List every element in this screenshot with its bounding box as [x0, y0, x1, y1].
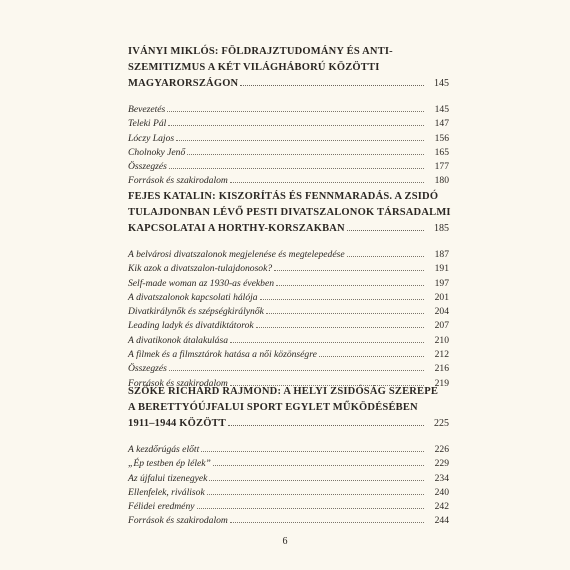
- entry-page-number: 201: [434, 291, 449, 303]
- toc-entry: [128, 278, 449, 292]
- entry-title: Cholnoky Jenő: [128, 146, 186, 158]
- dot-leader: [197, 507, 424, 509]
- entry-title: Összegzés: [128, 161, 167, 173]
- entry-page-number: 212: [434, 349, 449, 361]
- dot-leader: [260, 298, 424, 300]
- toc-section-szoke: [128, 384, 449, 530]
- chapter-heading: [128, 384, 449, 432]
- dot-leader: [167, 110, 424, 112]
- entry-page-number: 177: [434, 161, 449, 173]
- entry-title: A belvárosi divatszalonok megjelenése és megtelepedése: [128, 249, 345, 260]
- chapter-heading: [128, 44, 449, 92]
- dot-leader: [347, 229, 424, 231]
- toc-section-ivanyi: [128, 44, 449, 190]
- entry-page-number: 216: [434, 363, 449, 375]
- toc-section-fejes: [128, 189, 449, 392]
- entry-title: A filmek és a filmsztárok hatása a női közönségre: [128, 349, 317, 361]
- dot-leader: [213, 464, 424, 466]
- chapter-heading-line: MAGYARORSZÁGON: [128, 78, 239, 89]
- toc-entry: [128, 118, 449, 132]
- entry-page-number: 204: [434, 306, 449, 318]
- dot-leader: [240, 84, 424, 86]
- toc-entry: [128, 320, 449, 334]
- entry-page-number: 156: [434, 132, 449, 144]
- chapter-heading-line: 1911–1944 KÖZÖTT: [128, 418, 227, 429]
- entry-title: Források és szakirodalom: [128, 377, 228, 389]
- entry-title: A divatszalonok kapcsolati hálója: [128, 291, 258, 303]
- entry-page-number: 234: [434, 472, 449, 484]
- entry-page-number: 244: [434, 515, 449, 527]
- entry-page-number: 191: [434, 263, 449, 275]
- entry-page-number: 207: [434, 320, 449, 332]
- entry-page-number: 165: [434, 146, 449, 158]
- dot-leader: [168, 124, 424, 126]
- entry-title: Self-made woman az 1930-as években: [128, 277, 275, 289]
- toc-entry: [128, 104, 449, 118]
- page-number: 6: [282, 536, 288, 547]
- toc-entry: [128, 249, 449, 263]
- entry-title: Ellenfelek, riválisok: [128, 486, 205, 498]
- dot-leader: [347, 255, 424, 257]
- entry-title: Bevezetés: [128, 104, 166, 115]
- dot-leader: [176, 139, 424, 141]
- dot-leader: [187, 153, 424, 155]
- dot-leader: [230, 521, 424, 523]
- entry-title: Források és szakirodalom: [128, 175, 228, 187]
- dot-leader: [169, 167, 424, 169]
- chapter-heading: [128, 189, 449, 237]
- toc-entry: [128, 501, 449, 515]
- dot-leader: [207, 493, 424, 495]
- dot-leader: [319, 355, 424, 357]
- toc-entry: [128, 363, 449, 377]
- entry-page-number: 226: [434, 444, 449, 455]
- subsection-list: [128, 249, 449, 392]
- toc-entry: [128, 161, 449, 175]
- toc-entry: [128, 473, 449, 487]
- toc-entry: [128, 444, 449, 458]
- entry-title: Leading ladyk és divatdiktátorok: [128, 320, 254, 332]
- dot-leader: [209, 479, 424, 481]
- dot-leader: [230, 341, 424, 343]
- dot-leader: [201, 450, 424, 452]
- chapter-heading-line: SZŐKE RICHÁRD RAJMOND: A HELYI ZSIDÓSÁG SZEREPE: [128, 386, 439, 397]
- entry-page-number: 145: [434, 104, 449, 115]
- dot-leader: [230, 181, 424, 183]
- toc-entry: [128, 263, 449, 277]
- toc-entry: [128, 487, 449, 501]
- toc-entry: [128, 306, 449, 320]
- entry-title: Divatkirálynők és szépségkirálynők: [128, 306, 264, 318]
- entry-title: Összegzés: [128, 363, 167, 375]
- entry-title: Kik azok a divatszalon-tulajdonosok?: [128, 263, 273, 275]
- dot-leader: [274, 269, 424, 271]
- entry-page-number: 187: [434, 249, 449, 260]
- toc-entry: [128, 335, 449, 349]
- entry-page-number: 210: [434, 334, 449, 346]
- entry-title: Források és szakirodalom: [128, 515, 228, 527]
- chapter-heading-line: IVÁNYI MIKLÓS: FÖLDRAJZTUDOMÁNY ÉS ANTI-: [128, 46, 393, 57]
- chapter-heading-line: KAPCSOLATAI A HORTHY-KORSZAKBAN: [128, 223, 345, 234]
- dot-leader: [266, 312, 424, 314]
- entry-page-number: 242: [434, 501, 449, 513]
- toc-entry: [128, 349, 449, 363]
- chapter-heading-line: A BERETTYÓÚJFALUI SPORT EGYLET MŰKÖDÉSÉBEN: [128, 402, 418, 413]
- subsection-list: [128, 104, 449, 190]
- entry-title: Az újfalui tizenegyek: [128, 472, 208, 484]
- entry-title: Félidei eredmény: [128, 501, 195, 513]
- chapter-heading-line: TULAJDONBAN LÉVŐ PESTI DIVATSZALONOK TÁRSADALMI: [128, 207, 451, 218]
- toc-entry: [128, 292, 449, 306]
- chapter-page-number: 185: [434, 223, 449, 234]
- toc-entry: [128, 458, 449, 472]
- entry-title: A divatikonok átalakulása: [128, 334, 229, 346]
- dot-leader: [169, 369, 424, 371]
- chapter-page-number: 145: [434, 78, 449, 89]
- entry-title: Teleki Pál: [128, 118, 167, 130]
- entry-title: „Ép testben ép lélek”: [128, 458, 211, 470]
- chapter-heading-line: FEJES KATALIN: KISZORÍTÁS ÉS FENNMARADÁS. A ZSIDÓ: [128, 191, 439, 202]
- toc-entry: [128, 133, 449, 147]
- entry-page-number: 229: [434, 458, 449, 470]
- toc-entry: [128, 175, 449, 189]
- dot-leader: [276, 284, 424, 286]
- toc-entry: [128, 147, 449, 161]
- dot-leader: [256, 326, 424, 328]
- entry-page-number: 197: [434, 277, 449, 289]
- toc-entry: [128, 515, 449, 529]
- subsection-list: [128, 444, 449, 530]
- entry-page-number: 219: [434, 377, 449, 389]
- entry-page-number: 180: [434, 175, 449, 187]
- entry-page-number: 240: [434, 486, 449, 498]
- entry-title: Lóczy Lajos: [128, 132, 175, 144]
- dot-leader: [228, 424, 424, 426]
- entry-page-number: 147: [434, 118, 449, 130]
- entry-title: A kezdőrúgás előtt: [128, 444, 200, 455]
- chapter-heading-line: SZEMITIZMUS A KÉT VILÁGHÁBORÚ KÖZÖTTI: [128, 62, 380, 73]
- chapter-page-number: 225: [434, 418, 449, 429]
